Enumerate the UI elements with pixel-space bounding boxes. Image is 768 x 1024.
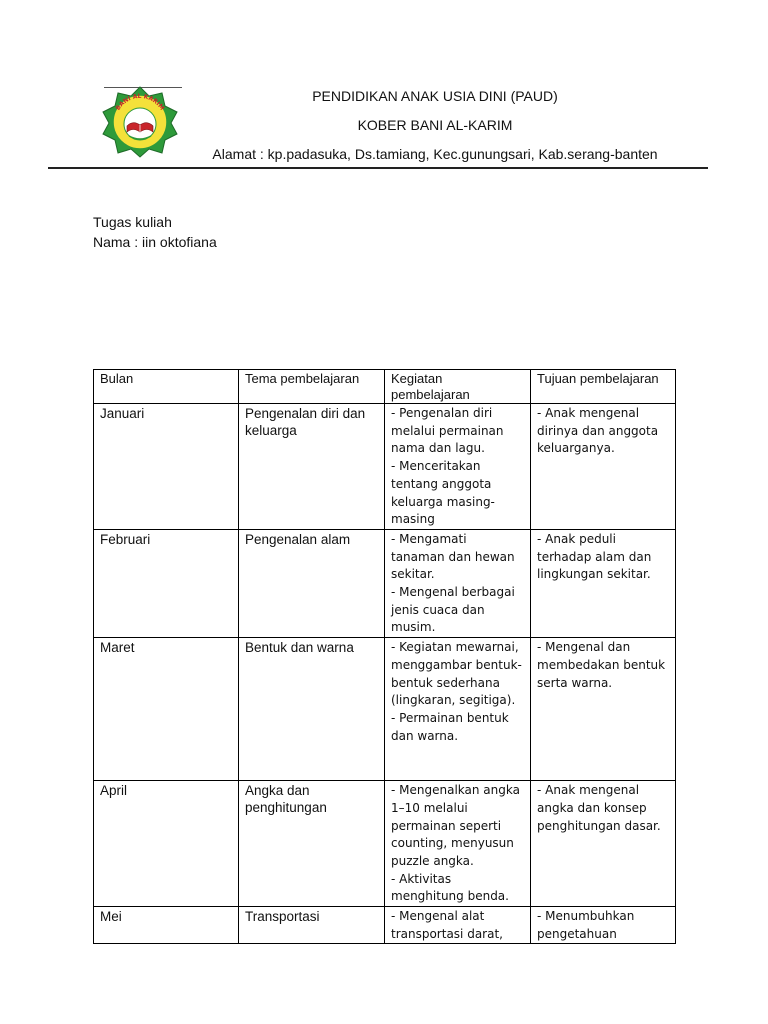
cell-month: Januari [94,404,239,530]
school-logo [100,86,180,158]
logo-text: BANI AL KARIM [114,92,166,112]
header-divider [48,167,708,169]
cell-activity: - Mengenalkan angka 1–10 melalui permainan seperti counting, menyusun puzzle angka. - Aktivitas menghitung benda. [385,781,531,907]
cell-goal: - Anak mengenal dirinya dan anggota keluarganya. [531,404,676,530]
cell-activity: - Mengamati tanaman dan hewan sekitar. - Mengenal berbagai jenis cuaca dan musim. [385,529,531,637]
cell-theme: Transportasi [239,907,385,944]
column-header-month: Bulan [94,370,239,404]
cell-theme: Pengenalan diri dan keluarga [239,404,385,530]
table-row [94,907,676,944]
header-address: Alamat : kp.padasuka, Ds.tamiang, Kec.gunungsari, Kab.serang-banten [212,146,658,162]
cell-goal: - Mengenal dan membedakan bentuk serta warna. [531,638,676,781]
cell-goal: - Anak peduli terhadap alam dan lingkungan sekitar. [531,529,676,637]
student-name: Nama : iin oktofiana [93,234,217,250]
table-row [94,638,676,781]
column-header-theme: Tema pembelajaran [239,370,385,404]
cell-goal: - Menumbuhkan pengetahuan [531,907,676,944]
cell-activity: - Mengenal alat transportasi darat, [385,907,531,944]
cell-month: Maret [94,638,239,781]
table-row [94,404,676,530]
cell-theme: Pengenalan alam [239,529,385,637]
cell-month: Mei [94,907,239,944]
cell-theme: Angka dan penghitungan [239,781,385,907]
header-school-name: KOBER BANI AL-KARIM [357,117,513,133]
learning-plan-table [93,369,676,944]
cell-goal: - Anak mengenal angka dan konsep penghitungan dasar. [531,781,676,907]
header-title: PENDIDIKAN ANAK USIA DINI (PAUD) [312,88,558,104]
cell-month: April [94,781,239,907]
cell-month: Februari [94,529,239,637]
cell-activity: - Kegiatan mewarnai, menggambar bentuk-bentuk sederhana (lingkaran, segitiga). - Permainan bentuk dan warna. [385,638,531,781]
cell-theme: Bentuk dan warna [239,638,385,781]
column-header-goal: Tujuan pembelajaran [531,370,676,404]
cell-activity: - Pengenalan diri melalui permainan nama dan lagu. - Menceritakan tentang anggota keluarga masing-masing [385,404,531,530]
table-row [94,781,676,907]
table-header-row [94,370,676,404]
column-header-activity: Kegiatan pembelajaran [385,370,531,404]
task-label: Tugas kuliah [93,214,172,230]
table-row [94,529,676,637]
